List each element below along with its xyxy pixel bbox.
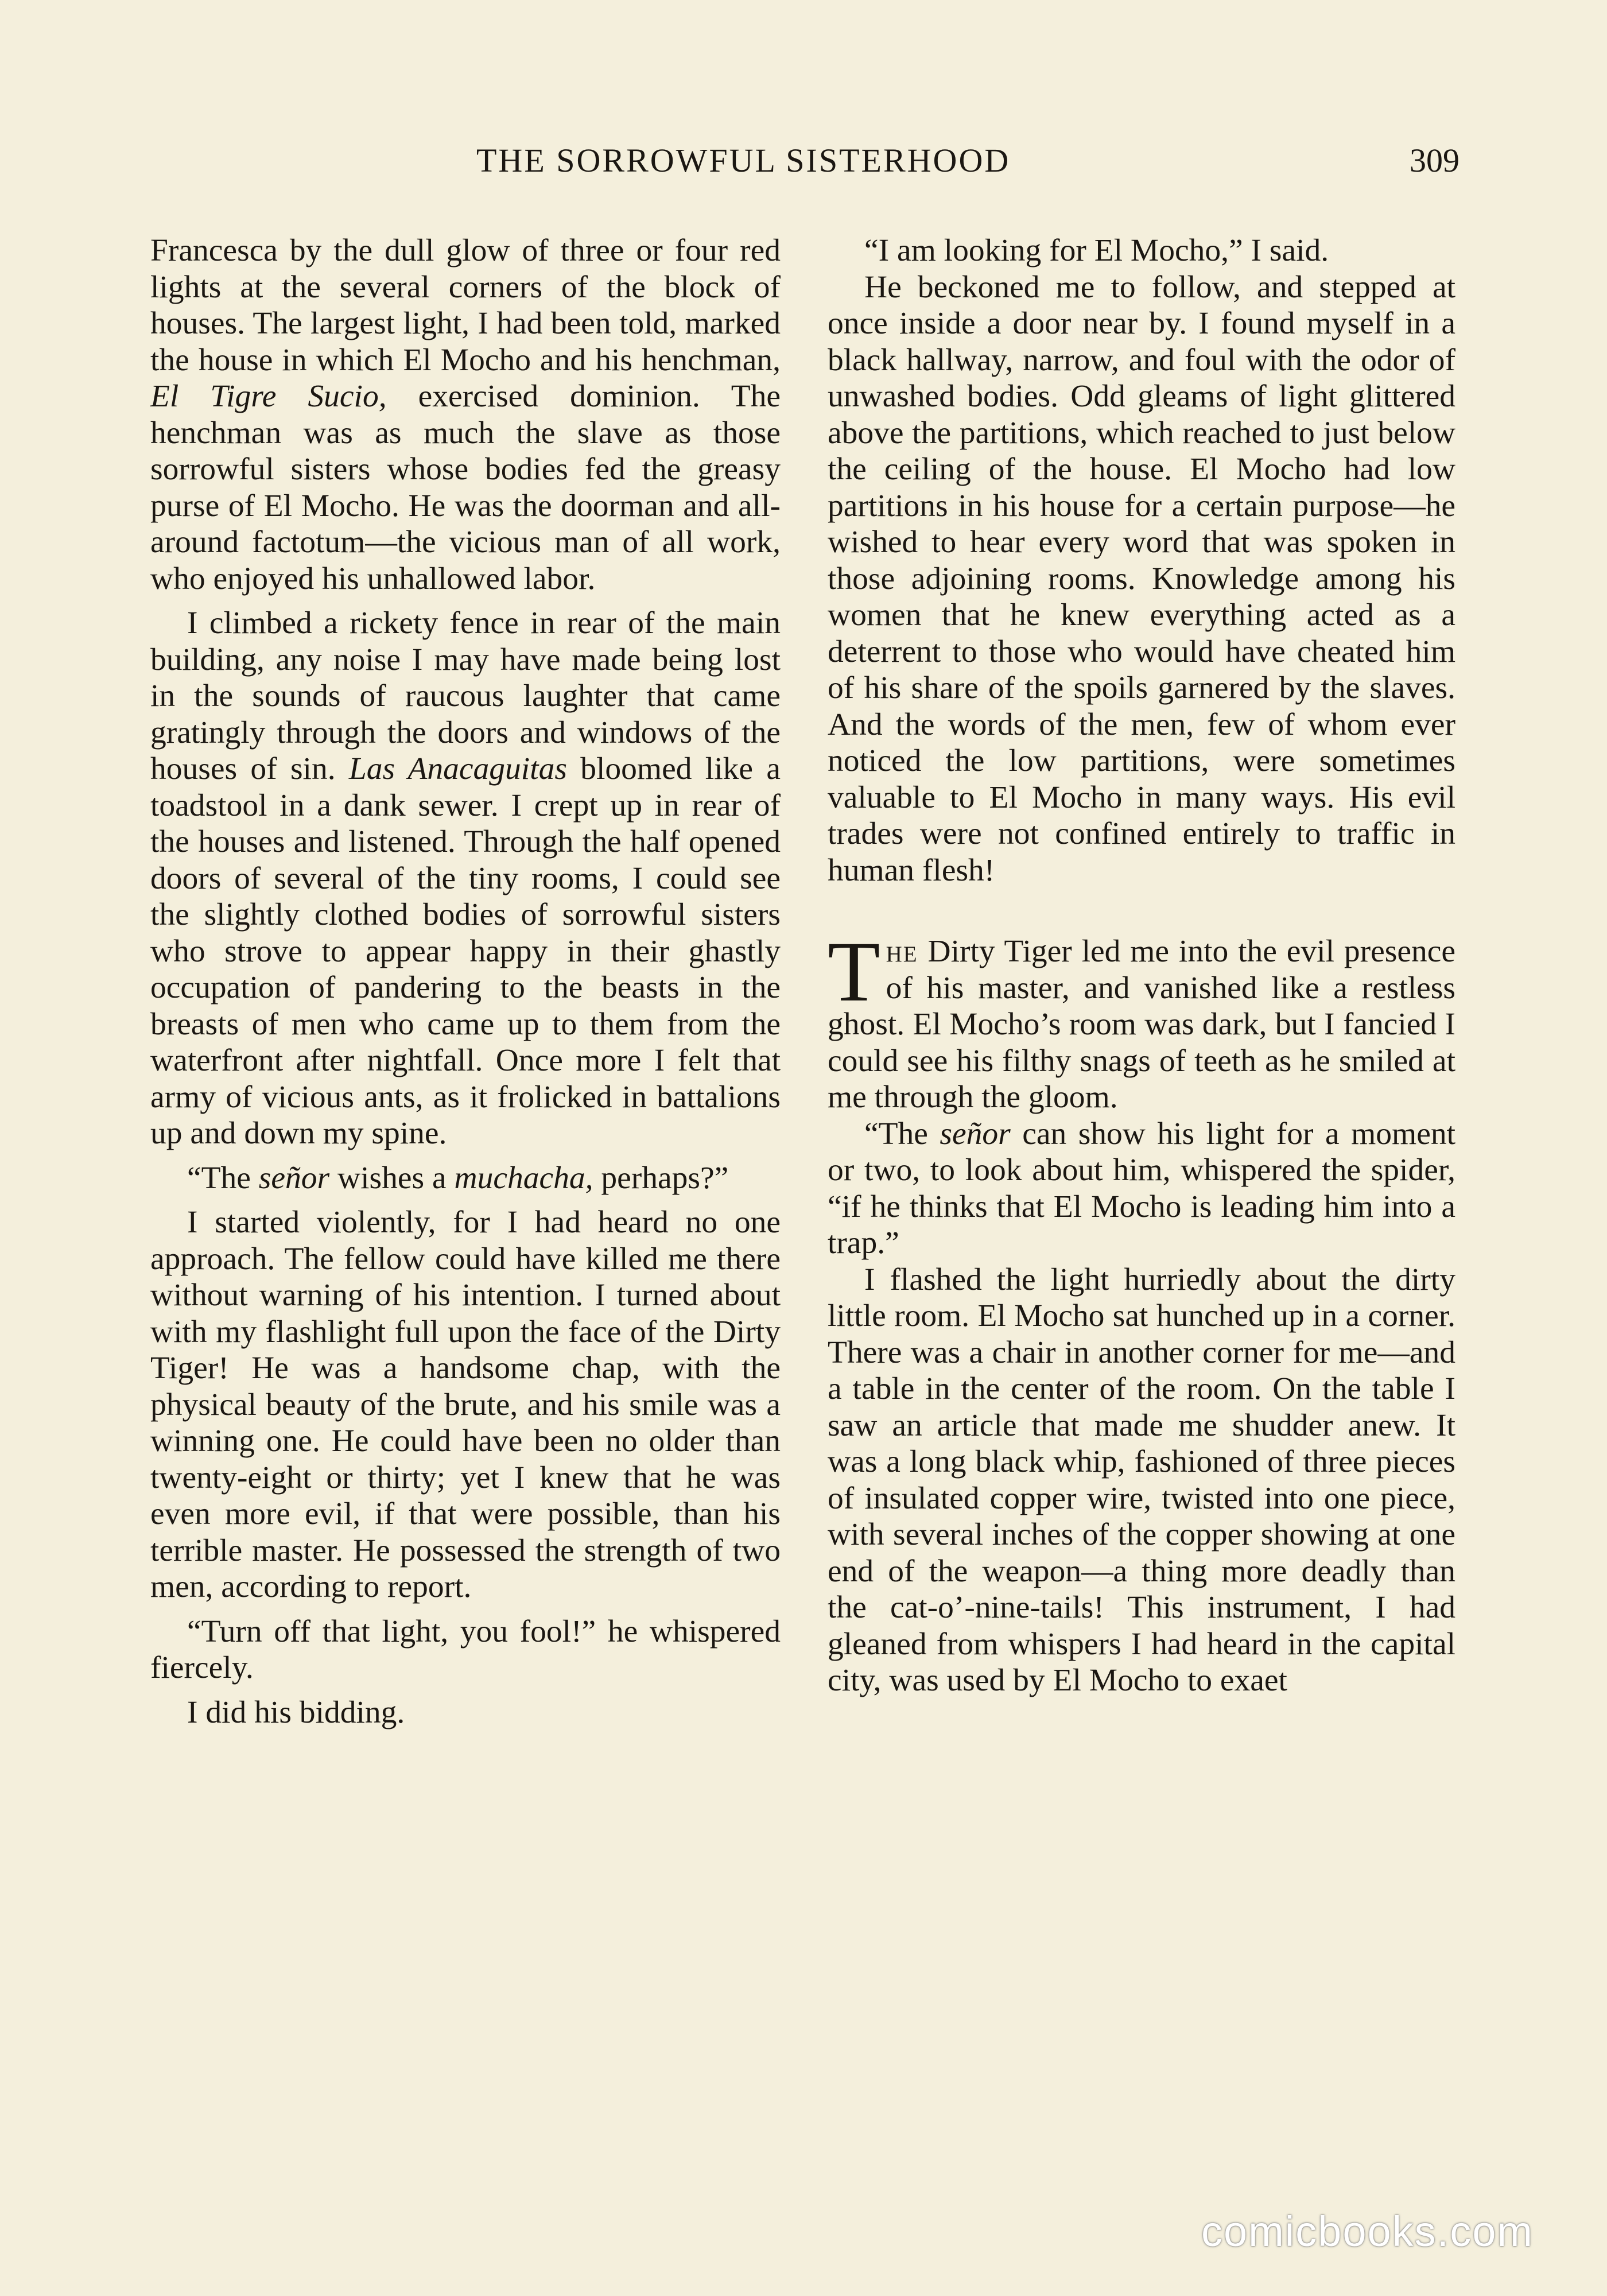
right-column <box>828 232 1455 1699</box>
paragraph: He beckoned me to follow, and stepped at once inside a door near by. I found myself in a black hallway, narrow, and foul with the odor of unwashed bodies. Odd gleams of light glittered above the partitions, which reached to just below the ceiling of the house. El Mocho had low partitions in his house for a certain purpose—he wished to hear every word that was spoken in those adjoining rooms. Knowledge among his women that he knew everything acted as a deterrent to those who would have cheated him of his share of the spoils garnered by the slaves. And the words of the men, few of whom ever noticed the low partitions, were sometimes valuable to El Mocho in many ways. His evil trades were not confined entirely to traffic in human flesh! <box>828 269 1455 888</box>
paragraph: “I am looking for El Mocho,” I said. <box>864 233 1329 268</box>
page-number: 309 <box>1410 142 1460 179</box>
paragraph: I did his bidding. <box>187 1694 405 1730</box>
paragraph: The Dirty Tiger led me into the evil presence of his master, and vanished like a restless ghost. El Mocho’s room was dark, but I fancied I could see his filthy snags of teeth as he smiled at me through the gloom. <box>828 924 1455 1115</box>
paragraph: “The señor wishes a muchacha, perhaps?” <box>187 1160 729 1196</box>
running-title: THE SORROWFUL SISTERHOOD <box>476 142 1011 179</box>
drop-cap: T <box>828 924 880 1019</box>
left-column <box>150 232 781 1731</box>
paragraph: Francesca by the dull glow of three or four red lights at the several corners of the block of houses. The largest light, I had been told, marked the house in which El Mocho and his henchman, El Tigre Sucio, exercised dominion. The henchman was as much the slave as those sorrowful sisters whose bodies fed the greasy purse of El Mocho. He was the doorman and all-around factotum—the vicious man of all work, who enjoyed his unhallowed labor. <box>150 233 781 596</box>
watermark: comicbooks.com <box>1201 2208 1534 2255</box>
paragraph: I flashed the light hurriedly about the dirty little room. El Mocho sat hunched up in a corner. There was a chair in another corner for me—and a table in the center of the room. On the table I saw an article that made me shudder anew. It was a long black whip, fashioned of three pieces of insulated copper wire, twisted into one piece, with several inches of the copper showing at one end of the weapon—a thing more deadly than the cat-o’-nine-tails! This instrument, I had gleaned from whispers I had heard in the capital city, was used by El Mocho to exaet <box>828 1262 1455 1698</box>
paragraph: “Turn off that light, you fool!” he whispered fiercely. <box>150 1614 781 1685</box>
paragraph: I started violently, for I had heard no one approach. The fellow could have killed me there without warning of his intention. I turned about with my flashlight full upon the face of the Dirty Tiger! He was a handsome chap, with the physical beauty of the brute, and his smile was a winning one. He could have been no older than twenty-eight or thirty; yet I knew that he was even more evil, if that were possible, than his terrible master. He possessed the strength of two men, according to report. <box>150 1205 781 1604</box>
paragraph: I climbed a rickety fence in rear of the main building, any noise I may have made being lost in the sounds of raucous laughter that came gratingly through the doors and windows of the houses of sin. Las Anacaguitas bloomed like a toadstool in a dank sewer. I crept up in rear of the houses and listened. Through the half opened doors of several of the tiny rooms, I could see the slightly clothed bodies of sorrowful sisters who strove to appear happy in their ghastly occupation of pandering to the beasts in the breasts of men who came up to them from the waterfront after nightfall. Once more I felt that army of vicious ants, as it frolicked in battalions up and down my spine. <box>150 606 781 1151</box>
paragraph: “The señor can show his light for a moment or two, to look about him, whispered the spider, “if he thinks that El Mocho is leading him into a trap.” <box>828 1116 1455 1261</box>
